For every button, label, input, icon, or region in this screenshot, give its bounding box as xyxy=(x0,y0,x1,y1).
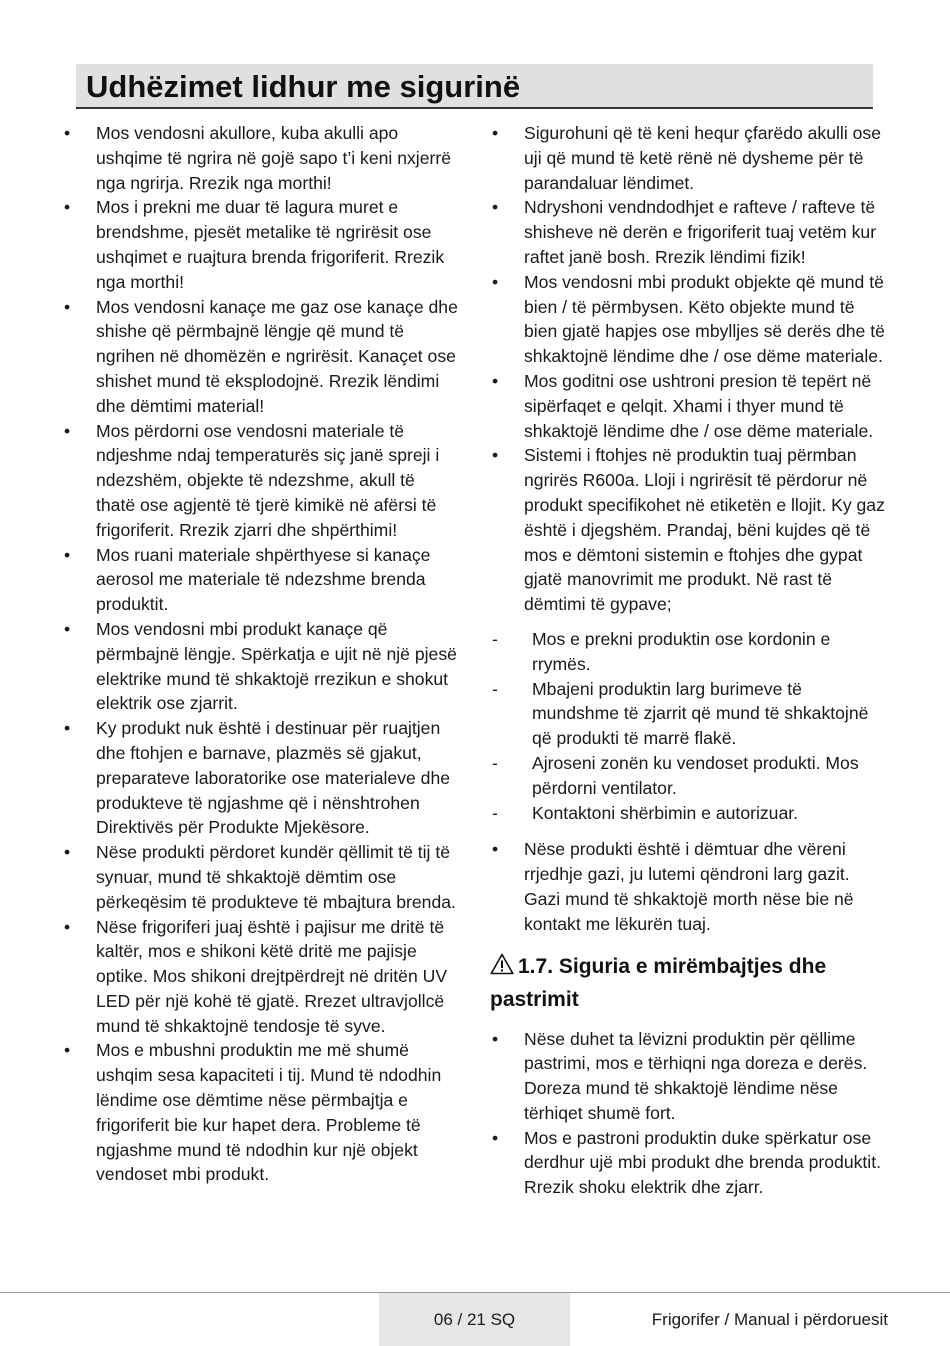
bullet-marker: • xyxy=(64,197,71,218)
list-item-text: Nëse produkti është i dëmtuar dhe vëreni rrjedhje gazi, ju lutemi qëndroni larg gazit. Gazi mund të shkaktojë morth nëse bie në kontakt me lëkurën tuaj. xyxy=(524,839,854,934)
dash-marker: - xyxy=(492,678,498,699)
bullet-marker: • xyxy=(64,1040,71,1061)
list-item xyxy=(60,716,458,840)
bullet-marker: • xyxy=(492,1028,499,1049)
page-title: Udhëzimet lidhur me sigurinë xyxy=(86,69,521,104)
list-item xyxy=(488,195,888,269)
page-number: 06 / 21 SQ xyxy=(379,1293,570,1346)
list-item-text: Mbajeni produktin larg burimeve të mundshme të zjarrit që mund të shkaktojnë që produkti të marrë flakë. xyxy=(532,678,869,749)
list-item xyxy=(488,443,888,617)
list-item-text: Mos e prekni produktin ose kordonin e rrymës. xyxy=(532,628,831,674)
bullet-marker: • xyxy=(64,718,71,739)
bullet-marker: • xyxy=(64,618,71,639)
list-item-text: Ky produkt nuk është i destinuar për ruajtjen dhe ftohjen e barnave, plazmës së gjakut, preparateve laboratorike ose materialeve dhe produkteve të ngjashme që i nënshtrohen Direktivës për Produkte Mjekësore. xyxy=(96,718,451,838)
list-item-text: Mos vendosni kanaçe me gaz ose kanaçe dhe shishe që përmbajnë lëngje që mund të ngrihen në dhomëzën e ngrirësit. Kanaçet ose shishet mund të eksplodojnë. Rrezik lëndimi dhe dëmtimi material! xyxy=(96,296,458,416)
list-item-text: Mos vendosni mbi produkt objekte që mund të bien / të përmbysen. Këto objekte mund të bien gjatë hapjes ose mbylljes së derës dhe të shkaktojnë lëndime dhe / ose dëme materiale. xyxy=(524,271,885,367)
list-item xyxy=(60,915,458,1039)
list-item xyxy=(488,837,888,936)
list-item-text: Mos e pastroni produktin duke spërkatur ose derdhur ujë mbi produkt dhe brenda produktit. Rrezik shoku elektrik dhe zjarr. xyxy=(524,1127,881,1198)
list-item xyxy=(488,1027,888,1126)
bullet-marker: • xyxy=(492,370,499,391)
list-item-text: Mos goditni ose ushtroni presion të tepërt në sipërfaqet e qelqit. Xhami i thyer mund të shkaktojë lëndime dhe / ose dëme materiale. xyxy=(524,370,874,441)
bullet-marker: • xyxy=(492,271,499,292)
bullet-marker: • xyxy=(492,197,499,218)
gas-damage-steps-list xyxy=(488,627,888,825)
left-bullet-list xyxy=(60,121,458,1187)
list-item-text: Nëse produkti përdoret kundër qëllimit të tij të synuar, mund të shkaktojë dëmtim ose përkeqësim të produkteve të mbajtura brenda. xyxy=(96,842,456,912)
list-item xyxy=(488,751,888,801)
section-heading xyxy=(490,951,888,1015)
left-column xyxy=(60,121,458,1187)
maintenance-bullet-list xyxy=(488,1027,888,1201)
list-item xyxy=(60,1038,458,1187)
list-item-text: Mos i prekni me duar të lagura muret e brendshme, pjesët metalike të ngrirësit ose ushqimet e ruajtura brenda frigoriferit. Rrezik nga morthi! xyxy=(96,197,445,292)
page-title-bar xyxy=(76,64,873,109)
list-item-text: Mos vendosni mbi produkt kanaçe që përmbajnë lëngje. Spërkatja e ujit në një pjesë elektrike mund të shkaktojë rrezikun e shokut elektrik ose zjarrit. xyxy=(96,618,457,714)
bullet-marker: • xyxy=(492,445,499,466)
dash-marker: - xyxy=(492,802,498,823)
bullet-marker: • xyxy=(64,544,71,565)
list-item xyxy=(60,419,458,543)
list-item xyxy=(60,840,458,914)
list-item-text: Kontaktoni shërbimin e autorizuar. xyxy=(532,802,799,823)
list-item-text: Mos e mbushni produktin me më shumë ushqim sesa kapaciteti i tij. Mund të ndodhin lëndime ose dëmtime nëse përmbajtja e frigoriferit bie kur hapet dera. Probleme të ngjashme mund të ndodhin kur një objekt vendoset mbi produkt. xyxy=(96,1040,442,1185)
dash-marker: - xyxy=(492,628,498,649)
list-item xyxy=(488,677,888,751)
bullet-marker: • xyxy=(64,296,71,317)
list-item-text: Nëse duhet ta lëvizni produktin për qëllime pastrimi, mos e tërhiqni nga doreza e derës. Doreza mund të shkaktojë lëndime nëse tërhiqet shumë fort. xyxy=(524,1028,868,1123)
section-heading-text: 1.7. Siguria e mirëmbajtjes dhe pastrimit xyxy=(490,954,827,1011)
list-item-text: Mos vendosni akullore, kuba akulli apo ushqime të ngrira në gojë sapo t’i keni nxjerrë nga ngrirja. Rrezik nga morthi! xyxy=(96,123,452,193)
bullet-marker: • xyxy=(64,420,71,441)
bullet-marker: • xyxy=(64,916,71,937)
list-item xyxy=(488,801,888,826)
right-column xyxy=(488,121,888,1200)
dash-marker: - xyxy=(492,752,498,773)
list-item xyxy=(60,195,458,294)
bullet-marker: • xyxy=(492,839,499,860)
list-item-text: Nëse frigoriferi juaj është i pajisur me dritë të kaltër, mos e shikoni këtë dritë me pajisje optike. Mos shikoni drejtpërdrejt në dritën UV LED për një kohë të gjatë. Rrezet ultravjollcë mund të shkaktojnë tendosje të syve. xyxy=(96,916,448,1036)
list-item xyxy=(60,121,458,195)
list-item xyxy=(488,121,888,195)
bullet-marker: • xyxy=(492,123,499,143)
warning-triangle-icon xyxy=(490,953,514,984)
list-item xyxy=(488,1126,888,1200)
list-item-text: Sigurohuni që të keni hequr çfarëdo akulli ose uji që mund të ketë rënë në dysheme për të parandaluar lëndimet. xyxy=(524,123,881,193)
list-item-text: Ndryshoni vendndodhjet e rafteve / rafteve të shisheve në derën e frigoriferit tuaj vetëm kur raftet janë bosh. Rrezik lëndimi fizik! xyxy=(524,197,877,267)
list-item-text: Ajroseni zonën ku vendoset produkti. Mos përdorni ventilator. xyxy=(532,752,859,798)
right-bullet-list-continued xyxy=(488,837,888,936)
list-item xyxy=(488,627,888,677)
bullet-marker: • xyxy=(64,842,71,863)
list-item xyxy=(60,617,458,716)
right-bullet-list xyxy=(488,121,888,617)
list-item xyxy=(60,295,458,419)
list-item-text: Mos përdorni ose vendosni materiale të ndjeshme ndaj temperaturës siç janë spreji i ndezshëm, objekte të ndezshme, akull të thatë ose agjentë të tjerë kimikë në afërsi të frigoriferit. Rrezik zjarri dhe shpërthimi! xyxy=(96,420,440,540)
bullet-marker: • xyxy=(492,1127,499,1148)
bullet-marker: • xyxy=(64,123,71,143)
list-item-text: Mos ruani materiale shpërthyese si kanaçe aerosol me materiale të ndezshme brenda produktit. xyxy=(96,544,431,615)
list-item xyxy=(488,369,888,443)
list-item-text: Sistemi i ftohjes në produktin tuaj përmban ngrirës R600a. Lloji i ngrirësit të përdorur në produkt specifikohet në etiketën e llojit. Ky gaz është i djegshëm. Prandaj, bëni kujdes që të mos e dëmtoni sistemin e ftohjes dhe gypat gjatë manovrimit me produkt. Në rast të dëmtimi të gypave; xyxy=(524,445,885,615)
list-item xyxy=(488,270,888,369)
footer-title: Frigorifer / Manual i përdoruesit xyxy=(651,1310,888,1329)
list-item xyxy=(60,543,458,617)
